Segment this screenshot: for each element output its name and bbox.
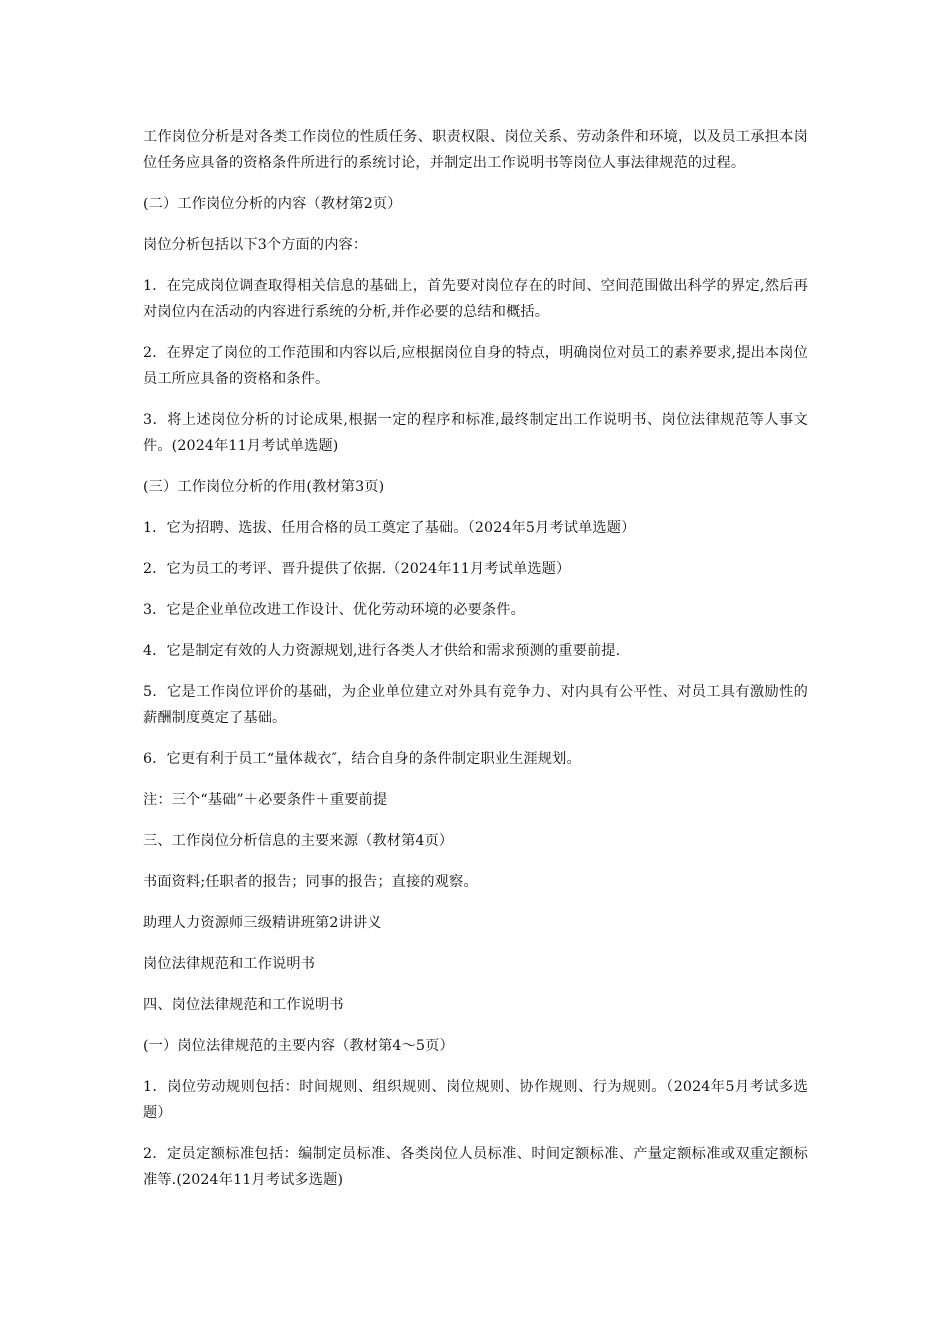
role-item-6: 6．它更有利于员工“量体裁衣″，结合自身的条件制定职业生涯规划。 xyxy=(143,751,581,767)
lecture-subtitle: 岗位法律规范和工作说明书 xyxy=(143,956,316,972)
intro-paragraph: 工作岗位分析是对各类工作岗位的性质任务、职责权限、岗位关系、劳动条件和环境，以及员工承担本岗位任务应具备的资格条件所进行的系统讨论，并制定出工作说明书等岗位人事法律规范的过程。 xyxy=(143,129,808,171)
role-item-1: 1．它为招聘、选拔、任用合格的员工奠定了基础。（2024年5月考试单选题） xyxy=(143,520,636,536)
role-item-2: 2．它为员工的考评、晋升提供了依据.（2024年11月考试单选题） xyxy=(143,561,571,577)
lecture-title: 助理人力资源师三级精讲班第2讲讲义 xyxy=(143,915,382,931)
section-heading-role: (三）工作岗位分析的作用(教材第3页) xyxy=(143,479,385,495)
content-item-2: 2．在界定了岗位的工作范围和内容以后,应根据岗位自身的特点，明确岗位对员工的素养要求,提出本岗位员工所应具备的资格和条件。 xyxy=(143,345,808,387)
sources-paragraph: 书面资料;任职者的报告；同事的报告；直接的观察。 xyxy=(143,874,478,890)
content-item-1: 1．在完成岗位调查取得相关信息的基础上，首先要对岗位存在的时间、空间范围做出科学的界定,然后再对岗位内在活动的内容进行系统的分析,并作必要的总结和概括。 xyxy=(143,278,808,320)
section-heading-content: (二）工作岗位分析的内容（教材第2页） xyxy=(143,196,402,212)
note-paragraph: 注：三个“基础”＋必要条件＋重要前提 xyxy=(143,792,388,808)
role-item-3: 3．它是企业单位改进工作设计、优化劳动环境的必要条件。 xyxy=(143,602,525,618)
norms-item-2: 2．定员定额标准包括：编制定员标准、各类岗位人员标准、时间定额标准、产量定额标准或双重定额标准等.(2024年11月考试多选题) xyxy=(143,1146,808,1188)
norms-item-1: 1．岗位劳动规则包括：时间规则、组织规则、岗位规则、协作规则、行为规则。（2024年5月考试多选题） xyxy=(143,1079,808,1121)
role-item-4: 4．它是制定有效的人力资源规划,进行各类人才供给和需求预测的重要前提. xyxy=(143,643,621,659)
section-heading-norms: 四、岗位法律规范和工作说明书 xyxy=(143,997,344,1013)
subsection-heading-norms-content: (一）岗位法律规范的主要内容（教材第4～5页） xyxy=(143,1038,454,1054)
document-page xyxy=(143,124,808,1208)
role-item-5: 5．它是工作岗位评价的基础，为企业单位建立对外具有竞争力、对内具有公平性、对员工具有激励性的薪酬制度奠定了基础。 xyxy=(143,684,808,726)
content-item-3: 3．将上述岗位分析的讨论成果,根据一定的程序和标准,最终制定出工作说明书、岗位法律规范等人事文件。(2024年11月考试单选题) xyxy=(143,412,808,454)
section-heading-sources: 三、工作岗位分析信息的主要来源（教材第4页） xyxy=(143,833,454,849)
content-lead: 岗位分析包括以下3个方面的内容： xyxy=(143,237,368,253)
